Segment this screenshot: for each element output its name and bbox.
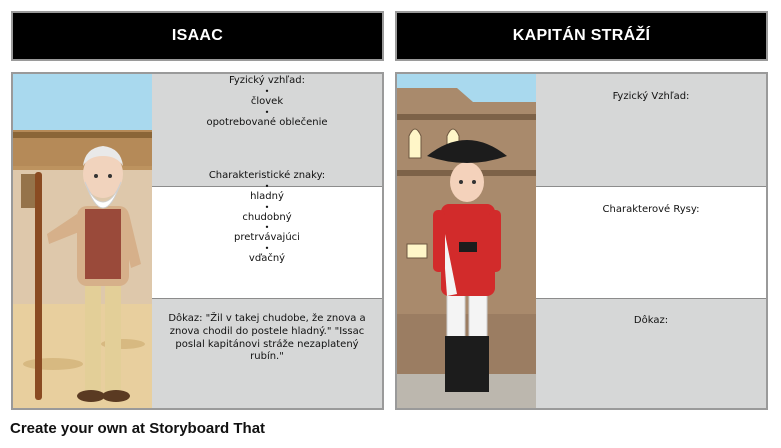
column-header-captain [395,11,768,61]
list-item: hladný [250,190,284,202]
column-title: ISAAC [171,27,224,44]
column-title: KAPITÁN STRÁŽÍ [512,27,651,44]
bullet-icon: • [264,244,270,254]
column-header-isaac [11,11,384,61]
list-item: pretrvávajúci [234,232,300,244]
cell-heading: Fyzický Vzhľad: [612,91,690,102]
panel-captain [395,72,768,410]
captain-scene-image [397,74,536,408]
bullet-icon: • [264,86,270,96]
bullet-icon: • [264,223,270,233]
list-item: vďačný [248,253,286,265]
cell-heading: Dôkaz: [633,315,669,326]
footer-link[interactable]: Create your own at Storyboard That [10,420,266,437]
list-item: človek [250,95,284,107]
bullet-icon: • [264,202,270,212]
captain-traits-cell [536,186,766,298]
cell-heading: Fyzický vzhľad: [229,75,305,86]
isaac-traits-cell [152,170,382,298]
evidence-text: Dôkaz: "Žil v takej chudobe, že znova a znova chodil do postele hladný." "Issac poslal kapitánovi stráže nezaplatený rubín." [168,313,366,363]
cell-heading: Charakteristické znaky: [208,170,326,181]
captain-evidence-cell [536,298,766,410]
captain-appearance-cell [536,74,766,186]
bullet-icon: • [264,181,270,191]
cell-heading: Charakterové Rysy: [602,204,700,215]
list-item: opotrebované oblečenie [206,116,328,128]
isaac-evidence-cell [152,298,382,410]
list-item: chudobný [242,211,292,223]
isaac-scene-image [13,74,152,408]
panel-isaac [11,72,384,410]
bullet-icon: • [264,107,270,117]
